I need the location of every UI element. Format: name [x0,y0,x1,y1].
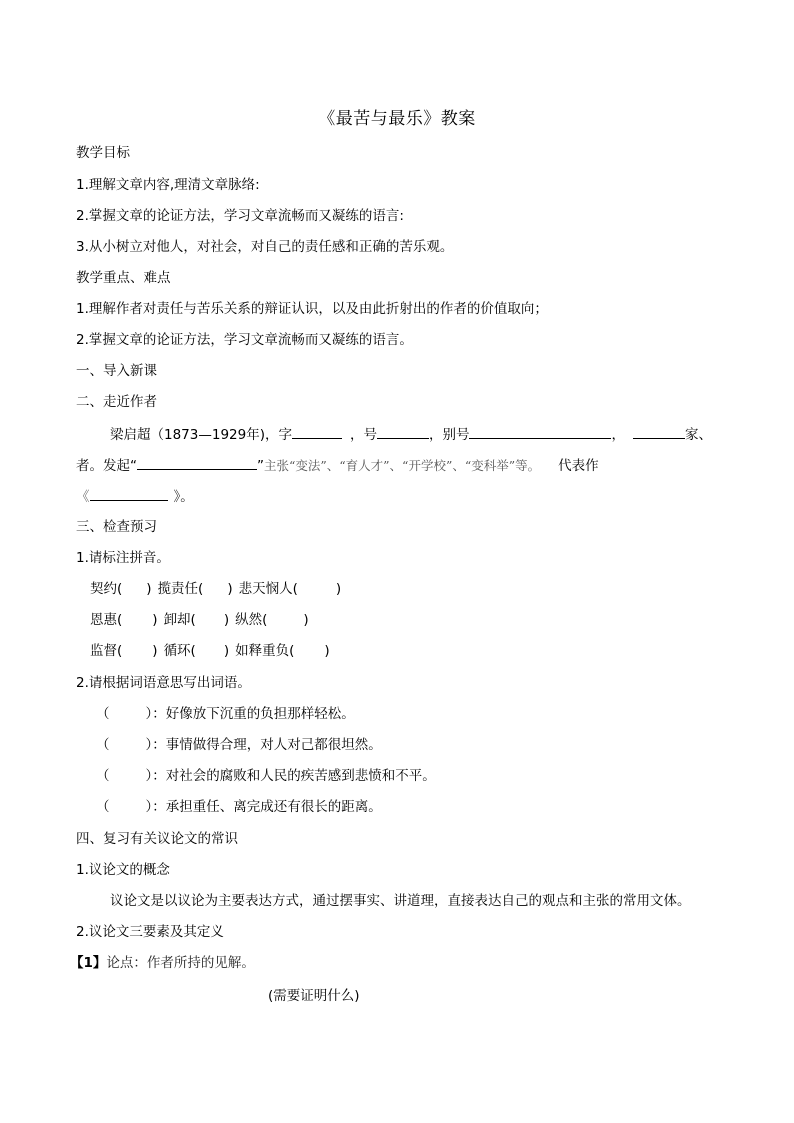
concept-heading: 1.议论文的概念 [76,862,170,878]
author-alias-label: ，别号 [428,427,470,443]
pinyin-close: ) [303,612,309,628]
page-title: 《最苦与最乐》教案 [318,109,476,129]
word-open-paren: （ [96,768,110,784]
word-open-paren: （ [96,737,110,753]
pinyin-row-1 [90,579,341,599]
goal-item-1: 1.理解文章内容,理清文章脉络: [76,177,260,193]
author-hao-label: ，号 [349,427,377,443]
word-definition: ：承担重任、离完成还有很长的距离。 [152,799,382,815]
works-close-bracket: 》。 [173,489,194,505]
word-open-paren: （ [96,799,110,815]
word-item-2 [96,735,382,755]
pinyin-word: 恩惠( [90,612,123,628]
keypoints-heading: 教学重点、难点 [76,270,171,286]
blank-works[interactable] [90,486,168,501]
word-definition: ：对社会的腐败和人民的疾苦感到悲愤和不平。 [152,768,436,784]
section-3-heading: 三、检查预习 [76,519,157,535]
blank-identity[interactable] [633,424,685,439]
pinyin-row-3 [90,641,330,661]
blank-hao[interactable] [377,424,429,439]
concept-text: 议论文是以议论为主要表达方式，通过摆事实、讲道理，直接表达自己的观点和主张的常用文体。 [110,893,691,909]
goal-item-2: 2.掌握文章的论证方法，学习文章流畅而又凝练的语言: [76,208,404,224]
pinyin-close: ) [152,612,158,628]
pinyin-row-2 [90,610,309,630]
word-item-3 [96,766,436,786]
author-line-2 [76,455,599,476]
word-definition: ：事情做得合理，对人对己都很坦然。 [152,737,382,753]
keypoint-item-2: 2.掌握文章的论证方法，学习文章流畅而又凝练的语言。 [76,332,413,348]
author-jia: 家、 [684,427,712,443]
element-definition: 论点：作者所持的见解。 [106,955,255,971]
pinyin-word: 纵然( [235,612,268,628]
author-intro: 梁启超（1873—1929年)，字 [110,427,292,443]
word-close-paren: ） [145,737,153,753]
section-2-heading: 二、走近作者 [76,394,157,410]
pinyin-close: ) [146,581,152,597]
author-comma: ， [611,427,625,443]
section-4-heading: 四、复习有关议论文的常识 [76,831,238,847]
pinyin-close: ) [223,643,230,659]
pinyin-word: 揽责任( [157,581,204,597]
pinyin-close: ) [227,581,233,597]
word-close-paren: ） [145,706,153,722]
pinyin-word: 契约( [90,581,123,597]
works-open-bracket: 《 [76,489,90,505]
pinyin-word: 悲天悯人( [238,581,298,597]
pinyin-word: 卸却( [163,612,196,628]
author-quote-close: ” [257,458,264,474]
element-note: (需要证明什么) [268,988,360,1004]
pinyin-close: ) [324,643,330,659]
element-number: 【1】 [70,955,107,971]
pinyin-close: ) [335,581,342,597]
pinyin-close: ) [223,612,230,628]
goals-heading: 教学目标 [76,145,130,161]
goal-item-3: 3.从小树立对他人，对社会，对自己的责任感和正确的苦乐观。 [76,239,454,255]
pinyin-close: ) [152,643,158,659]
section-1-heading: 一、导入新课 [76,363,157,379]
blank-courtesy-name[interactable] [292,424,342,439]
elements-heading: 2.议论文三要素及其定义 [76,924,224,940]
author-proposals: 主张“变法”、“育人才”、“开学校”、“变科举”等。 [264,458,541,473]
author-line-1 [110,424,712,445]
word-open-paren: （ [96,706,110,722]
word-close-paren: ） [145,799,153,815]
author-movement-label: 者。发起“ [76,458,137,474]
word-item-1 [96,704,355,724]
pinyin-word: 循环( [163,643,196,659]
keypoint-item-1: 1.理解作者对责任与苦乐关系的辩证认识，以及由此折射出的作者的价值取向； [76,301,548,317]
pinyin-word: 监督( [90,643,123,659]
blank-movement[interactable] [137,455,257,470]
pinyin-word: 如释重负( [235,643,295,659]
word-definition: ：好像放下沉重的负担那样轻松。 [152,706,355,722]
blank-alias[interactable] [469,424,611,439]
words-heading: 2.请根据词语意思写出词语。 [76,675,251,691]
word-item-4 [96,797,382,817]
author-line-3 [76,486,194,507]
pinyin-heading: 1.请标注拼音。 [76,550,170,566]
word-close-paren: ） [145,768,153,784]
author-works-label: 代表作 [558,458,599,474]
element-item-1 [70,953,255,973]
